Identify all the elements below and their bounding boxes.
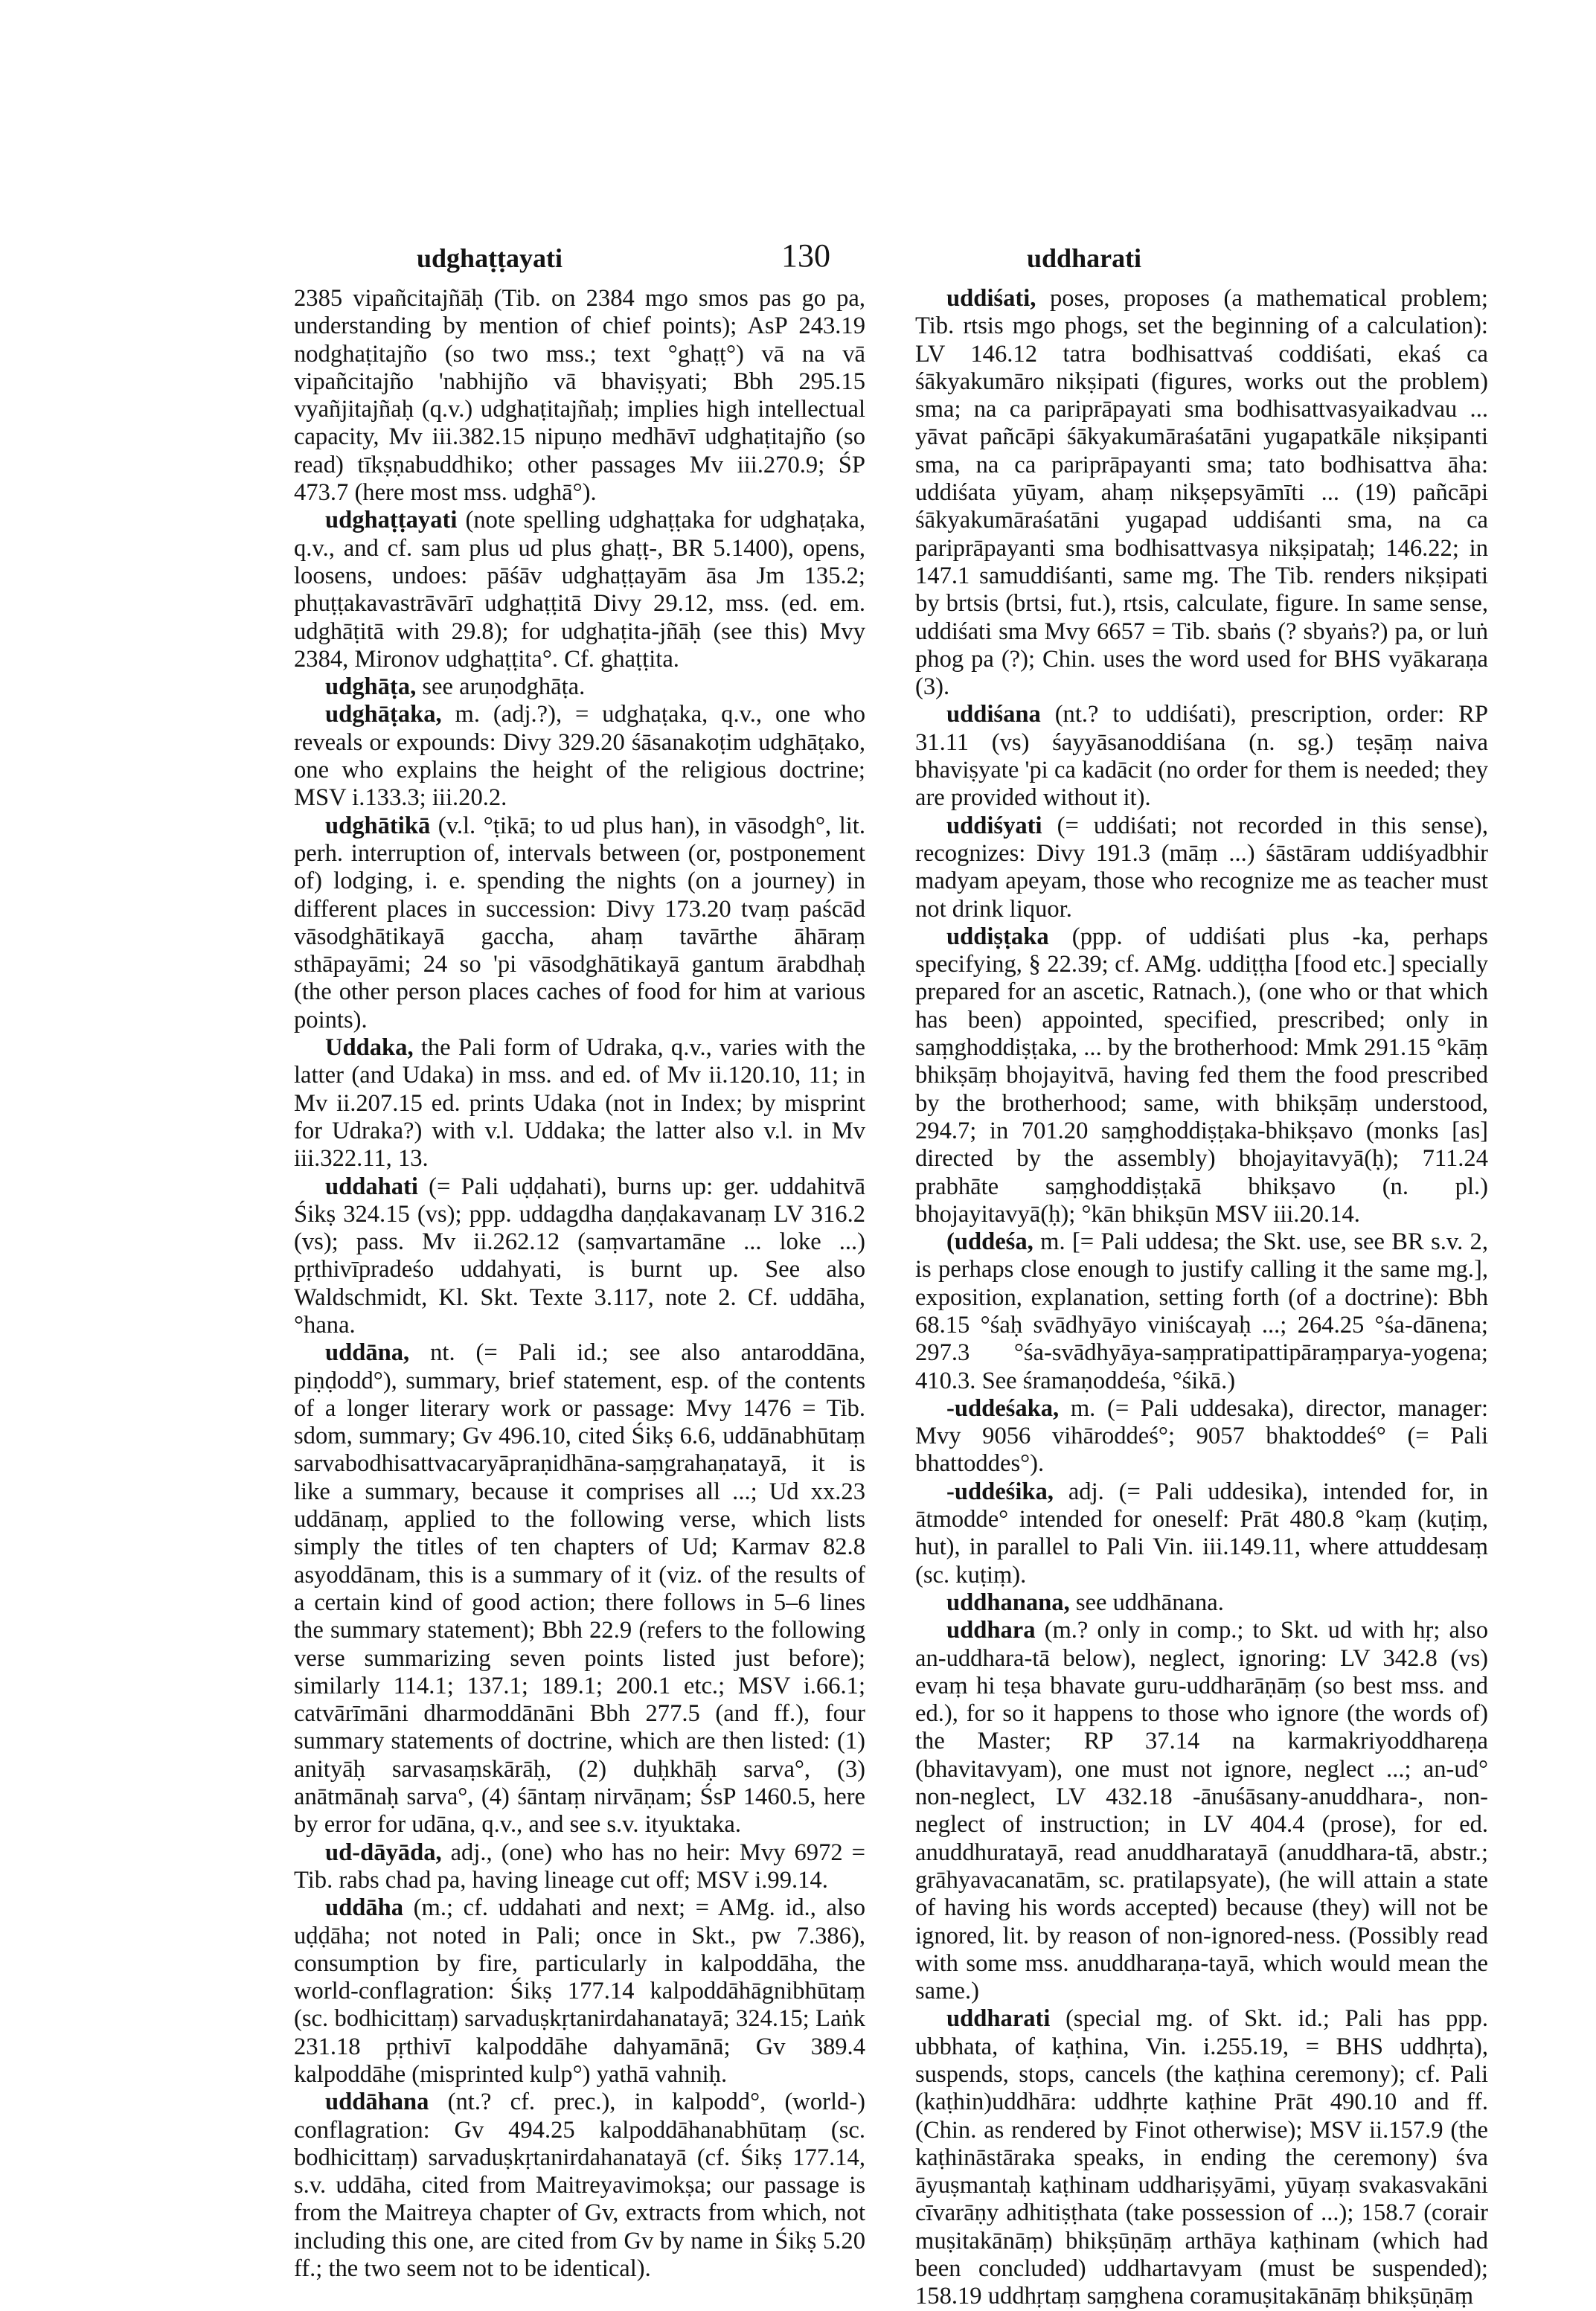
entry-headword: udghātikā (325, 812, 431, 839)
dictionary-entry (915, 2005, 1488, 2310)
right-guide-word: uddharati (1027, 243, 1142, 273)
entry-headword: uddāna, (325, 1339, 410, 1367)
dictionary-entry (294, 2089, 865, 2283)
entry-text: (v.l. °ṭikā; to ud plus han), in vāsodgh°, lit. perh. interruption of, intervals between (or, postponement of) lodging, i. e. spending the nights (on a journey) in different places in succession: Divy 173.20 tvaṃ paścād vāsodghātikayā gaccha, ahaṃ tavārthe āhāraṃ sthāpayāmi; 24 so 'pi vāsodghātikayā gantum ārabdhaḥ (the other person places caches of food for him at various points). (294, 812, 865, 1033)
dictionary-entry (915, 1617, 1488, 2005)
entry-headword: Uddaka, (325, 1034, 414, 1062)
dictionary-entry (294, 673, 865, 701)
left-guide-word: udghaṭṭayati (417, 243, 563, 273)
entry-headword: uddiśyati (946, 812, 1042, 839)
entry-text: (nt.? to uddiśati), prescription, order: RP 31.11 (vs) śayyāsanoddiśana (n. sg.) teṣāṃ naiva bhaviṣyate 'pi ca kadācit (no order for them is needed; they are provided without it). (915, 701, 1488, 812)
dictionary-entry (915, 1589, 1488, 1617)
entry-text: (= uddiśati; not recorded in this sense), recognizes: Divy 191.3 (māṃ ...) śāstāram uddiśyadbhir madyam apeyam, those who recognize me as teacher must not drink liquor. (915, 812, 1488, 923)
dictionary-entry (294, 1173, 865, 1340)
entry-headword: udghaṭṭayati (325, 507, 458, 534)
entry-headword: uddiśana (946, 701, 1041, 728)
entry-headword: uddiṣṭaka (946, 923, 1049, 950)
entry-text: (special mg. of Skt. id.; Pali has ppp. ubbhata, of kaṭhina, Vin. i.255.19, = BHS uddhṛta), suspends, stops, cancels (the kaṭhina ceremony); cf. Pali (kaṭhin)uddhāra: uddhṛte kaṭhine Prāt 490.10 and ff. (Chin. as rendered by Finot otherwise); MSV ii.157.9 (the kaṭhināstāraka speaks, in ending the ceremony) śva āyuṣmantaḥ kaṭhinam uddhariṣyāmi, yūyaṃ svakasvakāni cīvarāṇy adhitiṣṭhata (take possession of ...); 158.7 (corair muṣitakānāṃ) bhikṣūṇāṃ arthāya kaṭhinam (which had been concluded) uddhartavyam (must be suspended); 158.19 uddhṛtaṃ saṃghena coramuṣitakānāṃ bhikṣūṇāṃ (915, 2005, 1488, 2310)
entry-headword: ud-dāyāda, (325, 1839, 442, 1866)
dictionary-entry (915, 812, 1488, 923)
entry-headword: uddiśati, (946, 285, 1036, 312)
entry-text: 2385 vipañcitajñāḥ (Tib. on 2384 mgo smos pas go pa, understanding by mention of chief points); AsP 243.19 nodghaṭitajño (so two mss.; text °ghaṭṭ°) vā na vā vipañcitajño 'nabhijño vā bhaviṣyati; Bbh 295.15 vyañjitajñaḥ (q.v.) udghaṭitajñaḥ; implies high intellectual capacity, Mv iii.382.15 nipuṇo medhāvī udghaṭitajño (so read) tīkṣṇabuddhiko; other passages Mv iii.270.9; ŚP 473.7 (here most mss. udghā°). (294, 285, 865, 507)
page-number: 130 (781, 237, 830, 274)
dictionary-entry (294, 285, 865, 507)
dictionary-entry (294, 1034, 865, 1173)
entry-headword: uddhanana, (946, 1589, 1070, 1616)
entry-headword: -uddeśaka, (946, 1394, 1060, 1422)
entry-text: (ppp. of uddiśati plus -ka, perhaps specifying, § 22.39; cf. AMg. uddiṭṭha [food etc.] specially prepared for an ascetic, Ratnach.), (one who or that which has been) appointed, specified, prescribed; only in saṃghoddiṣṭaka, ... by the brotherhood: Mmk 291.15 °kāṃ bhikṣāṃ bhojayitvā, having fed them the food prescribed by the brotherhood; same, with bhikṣāṃ understood, 294.7; in 701.20 saṃghoddiṣṭaka-bhikṣavo (monks [as] directed by the assembly) bhojayitavyā(ḥ); 711.24 prabhāte saṃghoddiṣṭakā bhikṣavo (n. pl.) bhojayitavyā(ḥ); °kān bhikṣūn MSV iii.20.14. (915, 923, 1488, 1228)
dictionary-entry (294, 1339, 865, 1839)
entry-text: see uddhānana. (1075, 1589, 1224, 1616)
dictionary-entry (915, 923, 1488, 1228)
page-header (253, 237, 1481, 281)
entry-text: (m.; cf. uddahati and next; = AMg. id., also uḍḍāha; not noted in Pali; once in Skt., pw 7.386), consumption by fire, particularly in kalpoddāha, the world-conflagration: Śikṣ 177.14 kalpoddāhāgnibhūtaṃ (sc. bodhicittaṃ) sarvaduṣkṛtanirdahanatayā; 324.15; Laṅk 231.18 pṛthivī kalpoddāhe dahyamānā; Gv 389.4 kalpoddāhe (misprinted kulp°) yathā vahniḥ. (294, 1894, 865, 2088)
entry-headword: uddāhana (325, 2089, 429, 2116)
dictionary-entry (294, 1894, 865, 2089)
dictionary-entry (915, 1395, 1488, 1478)
entry-headword: uddhara (946, 1617, 1036, 1644)
dictionary-entry (915, 701, 1488, 812)
right-column (915, 285, 1488, 2311)
entry-text: (note spelling udghaṭṭaka for udghaṭaka, q.v., and cf. sam plus ud plus ghaṭṭ-, BR 5.1400), opens, loosens, undoes: pāśāv udghaṭṭayām āsa Jm 135.2; phuṭṭakavastrāvārī udghaṭṭitā Divy 29.12, mss. (ed. em. udghāṭitā with 29.8); for udghaṭita-jñāḥ (see this) Mvy 2384, Mironov udghaṭṭita°. Cf. ghaṭṭita. (294, 507, 866, 673)
entry-text: (m.? only in comp.; to Skt. ud with hṛ; also an-uddhara-tā below), neglect, ignoring: LV 342.8 (vs) evaṃ hi teṣa bhavate guru-uddharāṇāṃ (so best mss. and ed.), for so it happens to those who ignore (the words of) the Master; RP 37.14 na karmakriyoddhareṇa (bhavitavyam), one must not ignore, neglect ...; an-ud° non-neglect, LV 432.18 -ānuśāsany-anuddhara-, non-neglect of instruction; in LV 404.4 (prose), for ed. anuddhuratayā, read anuddharatayā (anuddhara-tā, abstr.; grāhyavacanatām, sc. pratilapsyate), (he will attain a state of having his words accepted) because (they) will not be ignored, lit. by reason of non-ignored-ness. (Possibly read with some mss. anuddharaṇa-tayā, which would mean the same.) (915, 1617, 1488, 2005)
entry-text: (= Pali uḍḍahati), burns up: ger. uddahitvā Śikṣ 324.15 (vs); ppp. uddagdha daṇḍakavanaṃ LV 316.2 (vs); pass. Mv ii.262.12 (saṃvartamāne ... loke ...) pṛthivīpradeśo uddahyati, is burnt up. See also Waldschmidt, Kl. Skt. Texte 3.117, note 2. Cf. uddāha, °hana. (294, 1173, 865, 1339)
dictionary-entry (294, 507, 865, 673)
entry-text: (nt.? cf. prec.), in kalpodd°, (world-) conflagration: Gv 494.25 kalpoddāhanabhūtaṃ (sc. bodhicittaṃ) sarvaduṣkṛtanirdahanatayā (cf. Śikṣ 177.14, s.v. uddāha, cited from Maitreyavimokṣa; our passage is from the Maitreya chapter of Gv, extracts from which, not including this one, are cited from Gv by name in Śikṣ 5.20 ff.; the two seem not to be identical). (294, 2089, 865, 2283)
dictionary-entry (915, 1228, 1488, 1395)
entry-text: see aruṇodghāṭa. (422, 673, 586, 701)
dictionary-entry (294, 1839, 865, 1895)
entry-text: the Pali form of Udraka, q.v., varies with the latter (and Udaka) in mss. and ed. of Mv ii.120.10, 11; in Mv ii.207.15 ed. prints Udaka (not in Index; by misprint for Udraka?) with v.l. Uddaka; the latter also v.l. in Mv iii.322.11, 13. (294, 1034, 865, 1173)
entry-headword: uddāha (325, 1894, 404, 1922)
entry-headword: uddahati (325, 1173, 418, 1200)
left-column (294, 285, 865, 2283)
dictionary-entry (915, 285, 1488, 701)
entry-text: m. [= Pali uddesa; the Skt. use, see BR s.v. 2, is perhaps close enough to justify calling it the same mg.], exposition, explanation, setting forth (of a doctrine): Bbh 68.15 °śaḥ svādhyāyo viniścayaḥ ...; 264.25 °śa-dānena; 297.3 °śa-svādhyāya-saṃpratipattipāraṃparya-yogena; 410.3. See śramaṇoddeśa, °śikā.) (915, 1228, 1488, 1394)
entry-headword: udghāṭaka, (325, 701, 442, 728)
entry-text: nt. (= Pali id.; see also antaroddāna, piṇḍodd°), summary, brief statement, esp. of the contents of a longer literary work or passage: Mvy 1476 = Tib. sdom, summary; Gv 496.10, cited Śikṣ 6.6, uddānabhūtaṃ sarvabodhisattvacaryāpraṇidhāna-saṃgrahaṇatayā, it is like a summary, because it comprises all ...; Ud xx.23 uddānaṃ, applied to the following verse, which lists simply the titles of ten chapters of Ud; Karmav 82.8 asyoddānam, this is a summary of it (viz. of the results of a certain kind of good action; there follows in 5–6 lines the summary statement); Bbh 22.9 (refers to the following verse summarizing seven points listed just before); similarly 114.1; 137.1; 189.1; 200.1 etc.; MSV i.66.1; catvārīmāni dharmoddānāni Bbh 277.5 (and ff.), four summary statements of doctrine, which are then listed: (1) anityāḥ sarvasaṃskārāḥ, (2) duḥkhāḥ sarva°, (3) anātmānaḥ sarva°, (4) śāntaṃ nirvāṇam; ŚsP 1460.5, here by error for udāna, q.v., and see s.v. ityuktaka. (294, 1339, 865, 1839)
entry-headword: uddharati (946, 2005, 1051, 2033)
entry-text: poses, proposes (a mathematical problem; Tib. rtsis mgo phogs, set the beginning of a calculation): LV 146.12 tatra bodhisattvaś coddiśati, ekaś ca śākyakumāro nikṣipati (figures, works out the problem) sma; na ca pariprāpayati sma bodhisattvasyaikadvau ... yāvat pañcāpi śākyakumāraśatāni yugapatkāle nikṣipanti sma, na ca pariprāpayanti sma; tato bodhisattva āha: uddiśata yūyam, ahaṃ nikṣepsyāmīti ... (19) pañcāpi śākyakumāraśatāni yugapad uddiśanti sma, na ca pariprāpayanti sma bodhisattvasya nikṣipataḥ; 146.22; in 147.1 samuddiśanti, same mg. The Tib. renders nikṣipati by brtsis (brtsi, fut.), rtsis, calculate, figure. In same sense, uddiśati sma Mvy 6657 = Tib. sbaṅs (? sbyaṅs?) pa, or luṅ phog pa (?); Chin. uses the word used for BHS vyākaraṇa (3). (915, 285, 1488, 701)
entry-text: m. (= Pali uddesaka), director, manager: Mvy 9056 vihāroddeś°; 9057 bhaktoddeś° (= Pali bhattoddes°). (915, 1394, 1488, 1478)
entry-headword: udghāṭa, (325, 673, 417, 701)
entry-text: adj. (= Pali uddesika), intended for, in ātmodde° intended for oneself: Prāt 480.8 °kaṃ (kuṭiṃ, hut), in parallel to Pali Vin. iii.149.11, where attuddesaṃ (sc. kuṭiṃ). (915, 1478, 1488, 1589)
entry-headword: (uddeśa, (946, 1228, 1033, 1256)
entry-text: adj., (one) who has no heir: Mvy 6972 = Tib. rabs chad pa, having lineage cut off; MSV i.99.14. (294, 1839, 865, 1894)
dictionary-entry (915, 1478, 1488, 1589)
dictionary-entry (294, 812, 865, 1034)
dictionary-entry (294, 701, 865, 812)
entry-headword: -uddeśika, (946, 1478, 1054, 1505)
entry-text: m. (adj.?), = udghaṭaka, q.v., one who reveals or expounds: Divy 329.20 śāsanakoṭim udghāṭako, one who explains the height of the religious doctrine; MSV i.133.3; iii.20.2. (294, 701, 865, 812)
